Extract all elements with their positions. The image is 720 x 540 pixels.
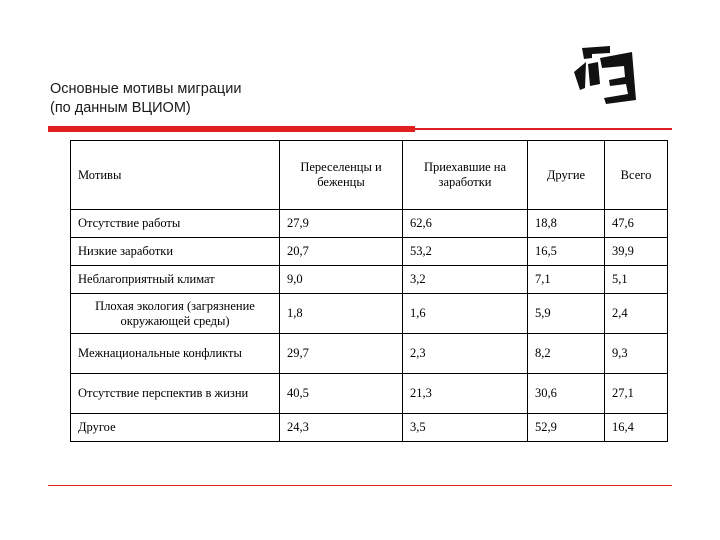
- header-cell-resettlers: Переселенцы и беженцы: [280, 141, 403, 210]
- table-row: [71, 334, 668, 374]
- row-motive: Межнациональные конфликты: [71, 334, 280, 374]
- row-motive: Неблагоприятный климат: [71, 266, 280, 294]
- row-value: 5,1: [605, 266, 668, 294]
- row-value: 9,3: [605, 334, 668, 374]
- row-value: 53,2: [403, 238, 528, 266]
- row-value: 5,9: [528, 294, 605, 334]
- header-cell-total: Всего: [605, 141, 668, 210]
- row-value: 39,9: [605, 238, 668, 266]
- header-red-bar: [48, 126, 415, 132]
- row-value: 27,1: [605, 374, 668, 414]
- row-motive: Низкие заработки: [71, 238, 280, 266]
- row-value: 2,3: [403, 334, 528, 374]
- row-value: 40,5: [280, 374, 403, 414]
- row-value: 18,8: [528, 210, 605, 238]
- table-row: [71, 266, 668, 294]
- row-value: 24,3: [280, 414, 403, 442]
- row-value: 8,2: [528, 334, 605, 374]
- row-motive: Отсутствие перспектив в жизни: [71, 374, 280, 414]
- row-value: 16,4: [605, 414, 668, 442]
- row-value: 29,7: [280, 334, 403, 374]
- table-row: [71, 210, 668, 238]
- slide-title-line1: Основные мотивы миграции: [50, 81, 242, 97]
- row-value: 16,5: [528, 238, 605, 266]
- table-header-row: [71, 141, 668, 210]
- row-motive: Плохая экология (загрязнение окружающей среды): [71, 294, 280, 334]
- header-red-line: [415, 128, 672, 130]
- row-value: 9,0: [280, 266, 403, 294]
- row-value: 62,6: [403, 210, 528, 238]
- row-value: 7,1: [528, 266, 605, 294]
- footer-red-line: [48, 485, 672, 486]
- row-value: 20,7: [280, 238, 403, 266]
- table-row: [71, 238, 668, 266]
- row-value: 47,6: [605, 210, 668, 238]
- header-cell-workers: Приехавшие на заработки: [403, 141, 528, 210]
- row-value: 21,3: [403, 374, 528, 414]
- row-value: 27,9: [280, 210, 403, 238]
- slide-title-line2: (по данным ВЦИОМ): [50, 100, 191, 116]
- header-cell-motives: Мотивы: [71, 141, 280, 210]
- row-value: 30,6: [528, 374, 605, 414]
- slide-title: [50, 80, 241, 118]
- header-cell-others: Другие: [528, 141, 605, 210]
- row-value: 2,4: [605, 294, 668, 334]
- table-row: [71, 294, 668, 334]
- arrow-page-logo-icon: [570, 44, 640, 106]
- migration-motives-table: [70, 140, 668, 442]
- row-motive: Другое: [71, 414, 280, 442]
- row-value: 3,2: [403, 266, 528, 294]
- table-row: [71, 414, 668, 442]
- row-value: 1,8: [280, 294, 403, 334]
- row-motive: Отсутствие работы: [71, 210, 280, 238]
- row-value: 1,6: [403, 294, 528, 334]
- row-value: 52,9: [528, 414, 605, 442]
- table-row: [71, 374, 668, 414]
- row-value: 3,5: [403, 414, 528, 442]
